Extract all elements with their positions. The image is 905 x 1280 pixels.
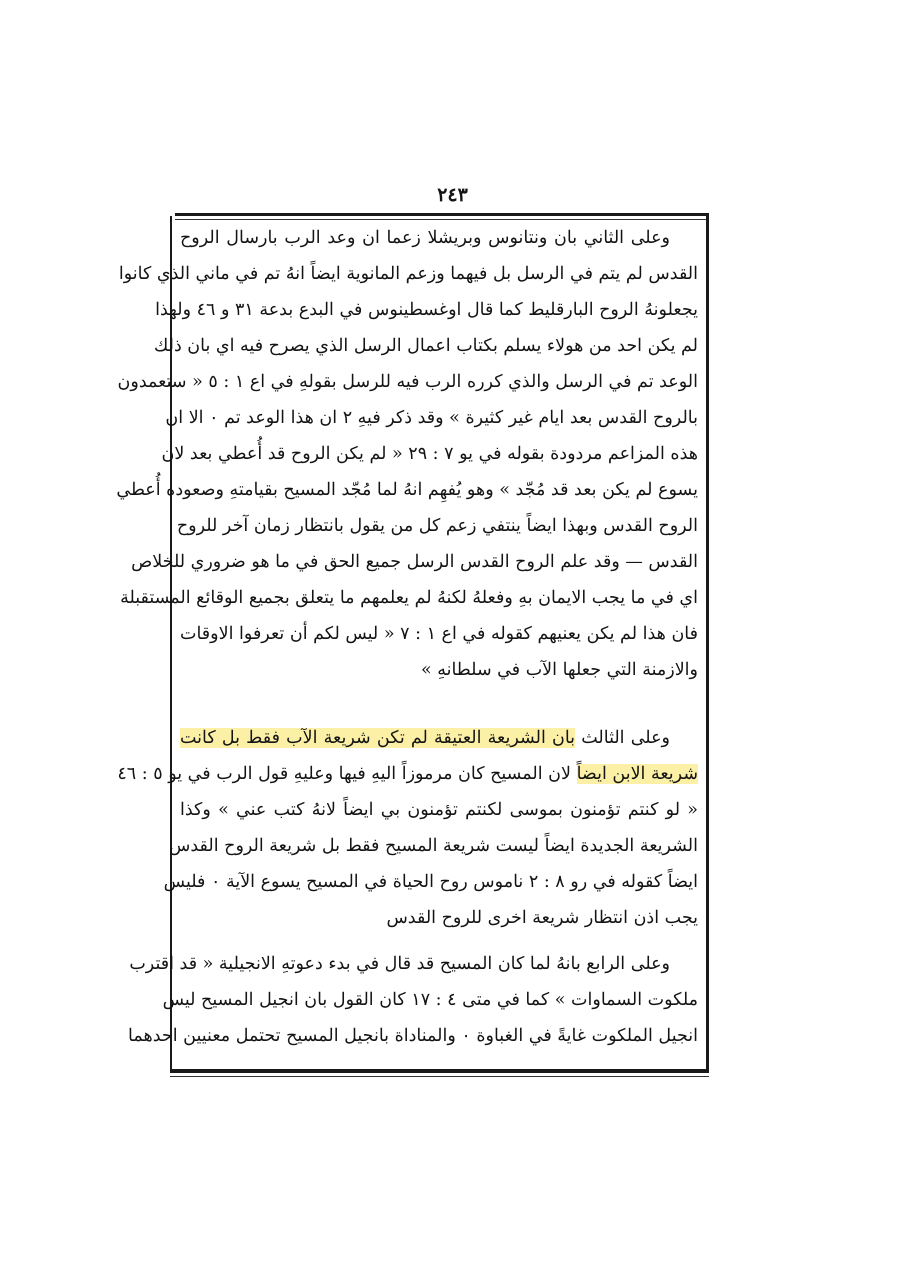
text-segment: لان المسيح كان مرموزاً اليهِ فيها وعليهِ قول الرب في يو ٥ : ٤٦: [117, 764, 571, 784]
text-line-highlighted: [180, 722, 698, 755]
text-line: وعلى الرابع بانهُ لما كان المسيح قد قال في بدء دعوتهِ الانجيلية « قد اقترب: [129, 954, 670, 974]
text-line-highlighted: [117, 758, 698, 791]
text-line: القدس — وقد علم الروح القدس الرسل جميع الحق في ما هو ضروري للخلاص: [131, 552, 698, 572]
text-line: ملكوت السماوات » كما في متى ٤ : ١٧ كان القول بان انجيل المسيح ليس: [162, 990, 698, 1010]
text-line: الروح القدس وبهذا ايضاً ينتفي زعم كل من يقول بانتظار زمان آخر للروح: [176, 516, 698, 536]
text-line: يجعلونهُ الروح البارقليط كما قال اوغسطينوس في البدع بدعة ٣١ و ٤٦ ولهذا: [155, 300, 698, 320]
text-line: لم يكن احد من هولاء يسلم بكتاب اعمال الرسل الذي يصرح فيه اي بان ذلك: [153, 336, 698, 356]
text-line: الوعد تم في الرسل والذي كرره الرب فيه للرسل بقولهِ في اع ١ : ٥ « ستعمدون: [117, 372, 698, 392]
text-line: القدس لم يتم في الرسل بل فيهما وزعم المانوية ايضاً انهُ تم في ماني الذي كانوا: [118, 264, 698, 284]
text-line: ايضاً كقوله في رو ٨ : ٢ ناموس روح الحياة في المسيح يسوع الآية ٠ فليس: [163, 872, 698, 892]
frame-right-rule: [706, 216, 709, 1072]
text-line: بالروح القدس بعد ايام غير كثيرة » وقد ذكر فيهِ ٢ ان هذا الوعد تم ٠ الا ان: [165, 408, 698, 428]
page-number: ٢٤٣: [437, 184, 468, 206]
text-segment: وعلى الثالث: [581, 728, 670, 748]
frame-top-rule: [175, 213, 709, 216]
frame-bottom-thin-rule: [170, 1076, 709, 1077]
text-line: اي في ما يجب الايمان بهِ وفعلهُ لكنهُ لم يعلمهم ما يتعلق بجميع الوقائع المستقبلة: [120, 588, 698, 608]
text-line: انجيل الملكوت غايةً في الغباوة ٠ والمناداة بانجيل المسيح تحتمل معنيين احدهما: [128, 1026, 698, 1046]
text-line: الشريعة الجديدة ايضاً ليست شريعة المسيح فقط بل شريعة الروح القدس: [168, 836, 698, 856]
text-line: يجب اذن انتظار شريعة اخرى للروح القدس: [386, 908, 698, 928]
text-line: هذه المزاعم مردودة بقوله في يو ٧ : ٢٩ « لم يكن الروح قد أُعطي بعد لان: [161, 444, 698, 464]
text-line: فان هذا لم يكن يعنيهم كقوله في اع ١ : ٧ « ليس لكم أن تعرفوا الاوقات: [180, 624, 698, 644]
text-line: يسوع لم يكن بعد قد مُجّد » وهو يُفهِم انهُ لما مُجّد المسيح بقيامتهِ وصعوده أُعطي: [116, 480, 698, 500]
text-line: « لو كنتم تؤمنون بموسى لكنتم تؤمنون بي ايضاً لانهُ كتب عني » وكذا: [180, 800, 698, 820]
text-line: وعلى الثاني بان ونتانوس وبريشلا زعما ان وعد الرب بارسال الروح: [180, 228, 670, 248]
frame-bottom-rule: [170, 1069, 709, 1073]
highlighted-text: شريعة الابن ايضاً: [576, 764, 698, 784]
highlighted-text: بان الشريعة العتيقة لم تكن شريعة الآب فقط بل كانت: [180, 728, 576, 748]
page-text-block: [116, 220, 698, 1065]
text-line: والازمنة التي جعلها الآب في سلطانهِ »: [420, 660, 698, 680]
